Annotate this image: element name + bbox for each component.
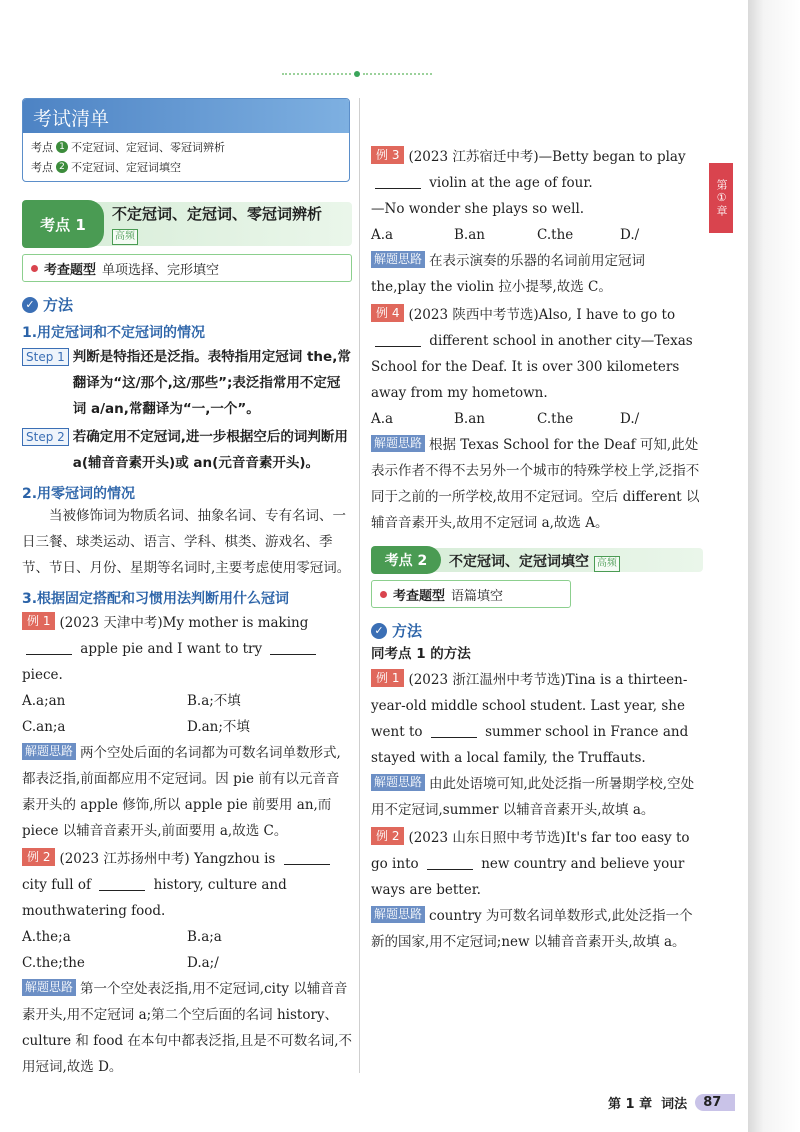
option[interactable]: D./: [620, 411, 640, 427]
option[interactable]: C.the: [537, 411, 574, 427]
option[interactable]: A.the;a: [22, 929, 71, 945]
option[interactable]: C.an;a: [22, 719, 66, 735]
kaodian-1-title: 不定冠词、定冠词、零冠词辨析 高频: [112, 204, 342, 245]
option[interactable]: B.an: [454, 411, 485, 427]
example-label: 例 2: [371, 827, 404, 845]
page-number: 87: [695, 1094, 735, 1111]
answer-blank[interactable]: [375, 346, 421, 347]
option[interactable]: B.a;不填: [187, 693, 241, 709]
question-type-box: [371, 580, 571, 608]
option[interactable]: A.a: [371, 411, 394, 427]
option[interactable]: A.a: [371, 227, 394, 243]
bullet-icon: [380, 591, 387, 598]
question-type-label: 考查题型: [44, 262, 97, 278]
column-divider: [359, 98, 360, 1073]
kaodian-2-title: 不定冠词、定冠词填空 高频: [449, 551, 620, 572]
check-icon: ✓: [371, 623, 387, 639]
step-text: 若确定用不定冠词,进一步根据空后的词判断用 a(辅音音素开头)或 an(元音音素开头)。: [72, 429, 348, 471]
question-type-label: 考查题型: [393, 588, 446, 604]
top-decoration: [282, 71, 432, 77]
options: [371, 222, 703, 248]
page-edge-shadow: [748, 0, 800, 1132]
question-type-value: 单项选择、完形填空: [102, 262, 220, 278]
example-1: 例 1 (2023 天津中考)My mother is making apple pie and I want to try piece.: [22, 610, 352, 688]
exam-list-title: 考试清单: [23, 99, 349, 133]
exam-list-item: 考点 2 不定冠词、定冠词填空: [31, 161, 181, 174]
footer-section: 词法: [661, 1096, 688, 1112]
answer-blank[interactable]: [375, 188, 421, 189]
solution: 解题思路 在表示演奏的乐器的名词前用定冠词 the,play the violin 拉小提琴,故选 C。: [371, 252, 646, 295]
solution: 解题思路 根据 Texas School for the Deaf 可知,此处表示作者不得不去另外一个城市的特殊学校上学,泛指不同于之前的一所学校,故用不定冠词。空后 different 以辅音音素开头,故用不定冠词 a,故选 A。: [371, 436, 700, 531]
answer-blank[interactable]: [427, 869, 473, 870]
option[interactable]: B.a;a: [187, 929, 222, 945]
options: [371, 406, 703, 432]
example-label: 例 4: [371, 304, 404, 322]
solution: 解题思路 第一个空处表泛指,用不定冠词,city 以辅音音素开头,用不定冠词 a;第二个空后面的名词 history、culture 和 food 在本句中都表泛指,且是不可数名词,不用冠词,故选 D。: [22, 980, 352, 1075]
step-1: [22, 344, 352, 422]
example-label: 例 3: [371, 146, 404, 164]
step-2: [22, 424, 352, 476]
solution-label: 解题思路: [22, 979, 76, 996]
options: [22, 924, 352, 976]
check-icon: ✓: [22, 297, 38, 313]
option[interactable]: B.an: [454, 227, 485, 243]
kaodian-2-header: [371, 546, 703, 574]
paragraph: 当被修饰词为物质名词、抽象名词、专有名词、一日三餐、球类运动、语言、学科、棋类、游戏名、季节、节日、月份、星期等名词时,主要考虑使用零冠词。: [22, 508, 351, 576]
exam-list-box: [22, 98, 350, 182]
example-2: 例 2 (2023 江苏扬州中考) Yangzhou is city full of history, culture and mouthwatering food.: [22, 846, 352, 924]
kaodian-1-label: 考点 1: [22, 200, 104, 248]
right-column: [371, 144, 703, 955]
option[interactable]: D./: [620, 227, 640, 243]
number-badge: 2: [56, 161, 68, 173]
frequency-tag: 高频: [112, 229, 138, 245]
solution-label: 解题思路: [371, 251, 425, 268]
option[interactable]: D.a;/: [187, 955, 219, 971]
option[interactable]: C.the;the: [22, 955, 85, 971]
example-label: 例 1: [371, 669, 404, 687]
solution: 解题思路 两个空处后面的名词都为可数名词单数形式,都表泛指,前面都应用不定冠词。因 pie 前有以元音音素开头的 apple 修饰,所以 apple pie 前要用 an,而 piece 以辅音音素开头,前面要用 a,故选 C。: [22, 744, 341, 839]
section-heading: 2.用零冠词的情况: [22, 486, 136, 502]
step-label: Step 2: [22, 428, 69, 446]
bullet-icon: [31, 265, 38, 272]
solution-label: 解题思路: [371, 435, 425, 452]
solution-label: 解题思路: [371, 774, 425, 791]
left-column: [22, 98, 352, 1080]
example-4: 例 4 (2023 陕西中考节选)Also, I have to go to different school in another city—Texas School for the Deaf. It is over 300 kilometers away from my hometown.: [371, 306, 693, 401]
solution-label: 解题思路: [371, 906, 425, 923]
step-label: Step 1: [22, 348, 69, 366]
step-text: 判断是特指还是泛指。表特指用定冠词 the,常翻译为“这/那个,这/那些”;表泛指常用不定冠词 a/an,常翻译为“一,一个”。: [72, 349, 351, 417]
option[interactable]: C.the: [537, 227, 574, 243]
solution: 解题思路 country 为可数名词单数形式,此处泛指一个新的国家,用不定冠词;new 以辅音音素开头,故填 a。: [371, 907, 693, 950]
example-label: 例 1: [22, 612, 55, 630]
example-3: 例 3 (2023 江苏宿迁中考)—Betty began to play violin at the age of four.: [371, 144, 703, 196]
solution: 解题思路 由此处语境可知,此处泛指一所暑期学校,空处用不定冠词,summer 以辅音音素开头,故填 a。: [371, 775, 695, 818]
answer-blank[interactable]: [284, 864, 330, 865]
kaodian-2-label: 考点 2: [371, 546, 441, 574]
example-label: 例 2: [22, 848, 55, 866]
dialogue-line: —No wonder she plays so well.: [371, 201, 585, 217]
answer-blank[interactable]: [431, 737, 477, 738]
footer-chapter: 第 1 章: [608, 1096, 653, 1112]
solution-label: 解题思路: [22, 743, 76, 760]
method-heading: ✓ 方法: [22, 294, 352, 315]
question-type-value: 语篇填空: [451, 588, 504, 604]
answer-blank[interactable]: [99, 890, 145, 891]
number-badge: 1: [56, 141, 68, 153]
page-footer: [608, 1090, 748, 1114]
section-heading: 1.用定冠词和不定冠词的情况: [22, 325, 206, 341]
frequency-tag: 高频: [594, 556, 620, 572]
option[interactable]: D.an;不填: [187, 719, 250, 735]
example-2: 例 2 (2023 山东日照中考节选)It's far too easy to go into new country and believe your ways are better.: [371, 829, 690, 898]
section-heading: 3.根据固定搭配和习惯用法判断用什么冠词: [22, 591, 290, 607]
option[interactable]: A.a;an: [22, 693, 66, 709]
method-heading: ✓ 方法: [371, 620, 703, 641]
exam-list-item: 考点 1 不定冠词、定冠词、零冠词辨析: [31, 141, 225, 154]
kaodian-1-header: [22, 200, 352, 248]
answer-blank[interactable]: [26, 654, 72, 655]
question-type-box: [22, 254, 352, 282]
example-1: 例 1 (2023 浙江温州中考节选)Tina is a thirteen-year-old middle school student. Last year, she went to summer school in France and stayed with a local family, the Truffauts.: [371, 671, 689, 766]
same-method-note: 同考点 1 的方法: [371, 646, 471, 662]
options: [22, 688, 352, 740]
chapter-tab: 第①章: [709, 163, 733, 233]
answer-blank[interactable]: [270, 654, 316, 655]
